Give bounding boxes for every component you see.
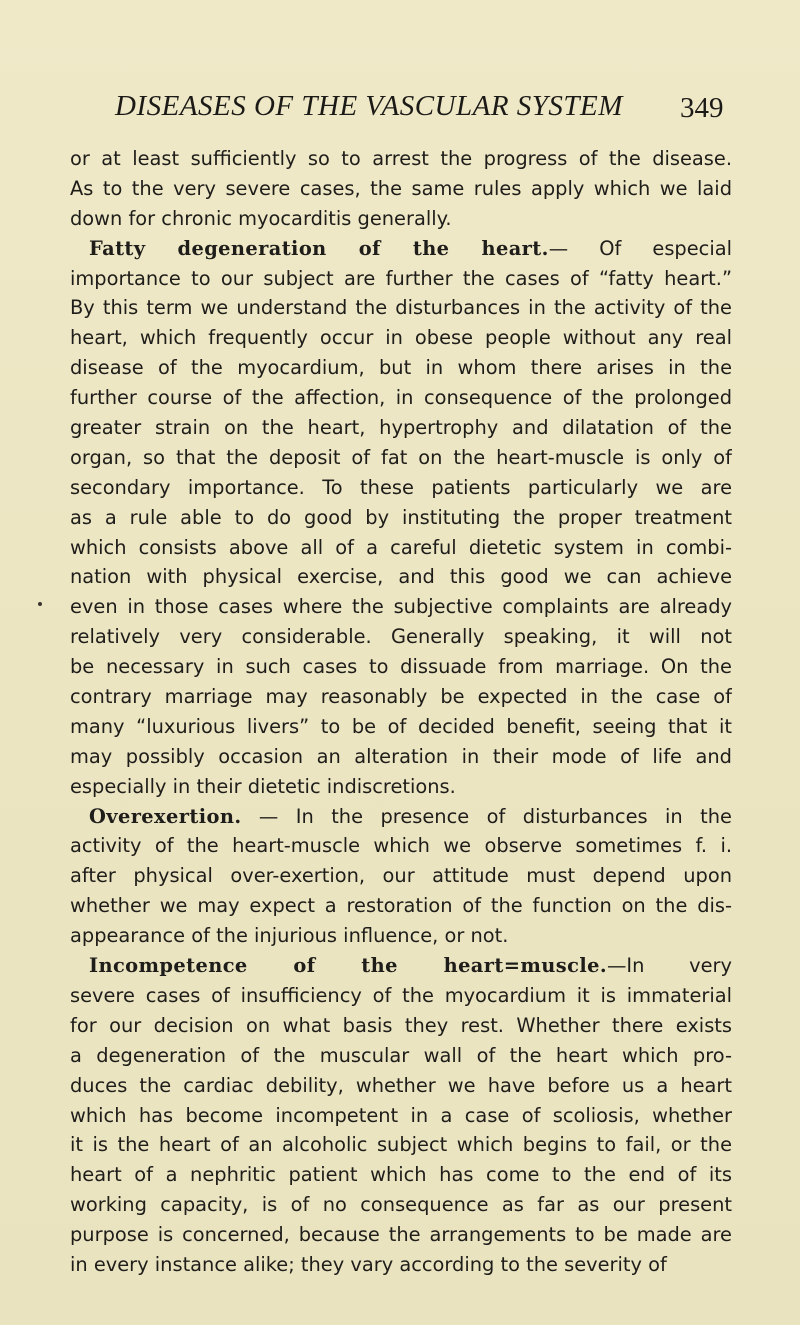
line-text: activity of the heart-muscle which we observe sometimes f. i. xyxy=(70,834,732,858)
text-line xyxy=(70,682,732,712)
text-line xyxy=(70,712,732,742)
line-text: duces the cardiac debility, whether we have before us a heart xyxy=(70,1073,732,1097)
line-text: for our decision on what basis they rest. Whether there exists xyxy=(70,1013,732,1037)
line-text: it is the heart of an alcoholic subject which begins to fail, or the xyxy=(70,1133,732,1157)
line-text: severe cases of insufficiency of the myocardium it is immaterial xyxy=(70,983,732,1007)
line-text: — Of especial xyxy=(548,236,732,260)
text-line xyxy=(70,293,732,323)
text-line xyxy=(70,174,732,204)
line-text: secondary importance. To these patients particularly we are xyxy=(70,475,732,499)
text-line xyxy=(70,1160,732,1190)
text-line xyxy=(70,891,732,921)
line-text: working capacity, is of no consequence as far as our present xyxy=(70,1193,732,1217)
text-line xyxy=(70,861,732,891)
text-line xyxy=(70,1130,732,1160)
section-heading: Fatty degeneration of the heart. xyxy=(89,236,549,260)
text-line xyxy=(70,742,732,772)
text-line xyxy=(70,323,732,353)
line-text: in every instance alike; they vary according to the severity of xyxy=(70,1252,667,1276)
text-line xyxy=(70,144,732,174)
text-line xyxy=(70,234,732,264)
text-line xyxy=(70,772,732,802)
line-text: contrary marriage may reasonably be expected in the case of xyxy=(70,685,732,709)
section-heading: Overexertion. xyxy=(89,804,242,828)
line-text: a degeneration of the muscular wall of the heart which pro- xyxy=(70,1043,732,1067)
line-text: after physical over-exertion, our attitude must depend upon xyxy=(70,864,732,888)
line-text: — In the presence of disturbances in the xyxy=(241,804,732,828)
text-line xyxy=(70,533,732,563)
text-line xyxy=(70,503,732,533)
line-text: may possibly occasion an alteration in their mode of life and xyxy=(70,744,732,768)
page-header xyxy=(115,90,724,130)
text-line xyxy=(70,353,732,383)
line-text: purpose is concerned, because the arrangements to be made are xyxy=(70,1223,732,1247)
text-line xyxy=(70,592,732,622)
line-text: as a rule able to do good by instituting the proper treatment xyxy=(70,505,732,529)
margin-mark xyxy=(38,602,42,606)
line-text: many “luxurious livers” to be of decided benefit, seeing that it xyxy=(70,714,732,738)
line-text: especially in their dietetic indiscretions. xyxy=(70,774,456,798)
line-text: be necessary in such cases to dissuade from marriage. On the xyxy=(70,655,732,679)
text-line xyxy=(70,921,732,951)
line-text: which has become incompetent in a case of scoliosis, whether xyxy=(70,1103,732,1127)
line-text: even in those cases where the subjective complaints are already xyxy=(70,595,732,619)
text-line xyxy=(70,1220,732,1250)
text-line xyxy=(70,1250,732,1280)
line-text: relatively very considerable. Generally speaking, it will not xyxy=(70,625,732,649)
text-line xyxy=(70,413,732,443)
text-line xyxy=(70,1190,732,1220)
line-text: greater strain on the heart, hypertrophy and dilatation of the xyxy=(70,416,732,440)
line-text: appearance of the injurious influence, or not. xyxy=(70,924,509,948)
line-text: down for chronic myocarditis generally. xyxy=(70,206,452,230)
page-number: 349 xyxy=(680,92,724,124)
text-line xyxy=(70,981,732,1011)
text-line xyxy=(70,951,732,981)
text-line xyxy=(70,1101,732,1131)
line-text: further course of the affection, in consequence of the prolonged xyxy=(70,386,732,410)
section-heading: Incompetence of the heart=muscle. xyxy=(89,954,607,978)
text-line xyxy=(70,1041,732,1071)
text-line xyxy=(70,622,732,652)
text-line xyxy=(70,443,732,473)
text-line xyxy=(70,1071,732,1101)
text-line xyxy=(70,562,732,592)
text-line xyxy=(70,1011,732,1041)
line-text: or at least sufficiently so to arrest the progress of the disease. xyxy=(70,147,732,170)
line-text: nation with physical exercise, and this good we can achieve xyxy=(70,565,732,589)
running-title: DISEASES OF THE VASCULAR SYSTEM xyxy=(115,90,623,122)
line-text: heart, which frequently occur in obese people without any real xyxy=(70,326,732,350)
body-text xyxy=(70,144,732,1280)
text-line xyxy=(70,204,732,234)
line-text: which consists above all of a careful dietetic system in combi- xyxy=(70,535,732,559)
line-text: organ, so that the deposit of fat on the heart-muscle is only of xyxy=(70,445,732,469)
line-text: disease of the myocardium, but in whom there arises in the xyxy=(70,356,732,380)
text-line xyxy=(70,383,732,413)
line-text: whether we may expect a restoration of the function on the dis- xyxy=(70,894,732,918)
text-line xyxy=(70,473,732,503)
line-text: By this term we understand the disturbances in the activity of the xyxy=(70,296,732,320)
line-text: heart of a nephritic patient which has come to the end of its xyxy=(70,1163,732,1187)
text-line xyxy=(70,802,732,832)
line-text: —In very xyxy=(606,954,732,978)
text-line xyxy=(70,652,732,682)
line-text: importance to our subject are further the cases of “fatty heart.” xyxy=(70,266,732,290)
text-line xyxy=(70,264,732,294)
line-text: As to the very severe cases, the same rules apply which we laid xyxy=(70,176,732,200)
text-line xyxy=(70,831,732,861)
